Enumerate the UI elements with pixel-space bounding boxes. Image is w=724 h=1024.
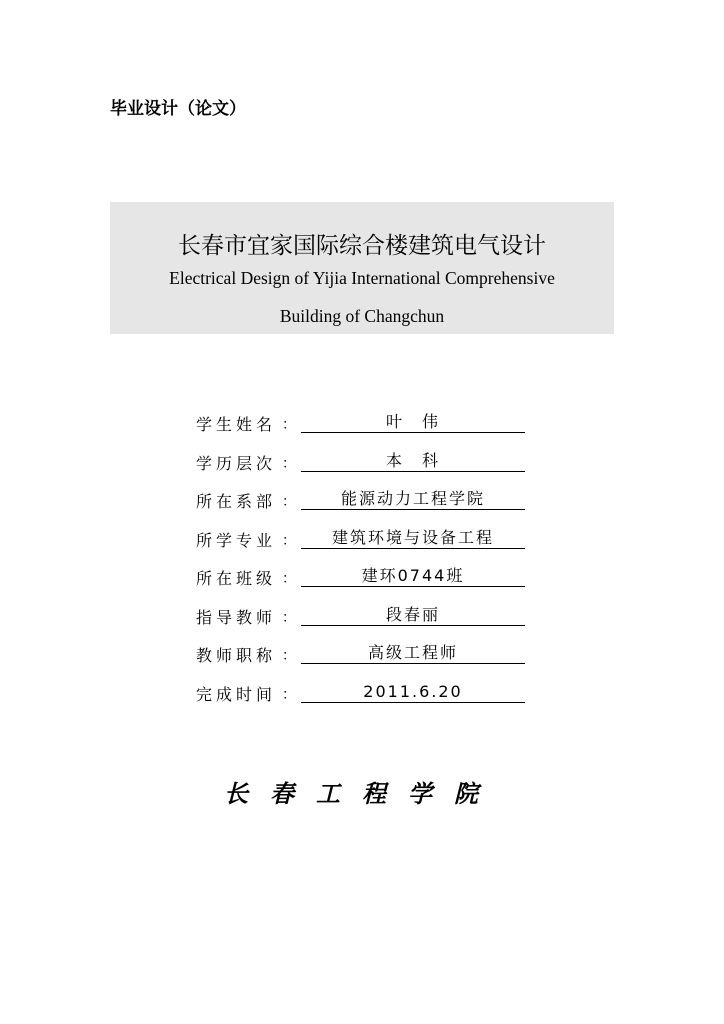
info-label: 学历层次	[196, 453, 277, 473]
info-label: 所在系部	[196, 492, 277, 511]
info-colon: ：	[282, 686, 296, 703]
info-label: 完成时间	[196, 684, 277, 704]
info-value: 建环0744班	[301, 566, 525, 587]
info-row-student-name	[196, 412, 536, 451]
info-value: 高级工程师	[301, 643, 525, 664]
info-colon: ：	[282, 455, 296, 472]
student-info-list	[196, 412, 536, 720]
info-row-class	[196, 566, 536, 605]
info-colon: ：	[282, 648, 296, 664]
info-label: 指导教师	[196, 607, 277, 627]
info-row-supervisor-title	[196, 643, 536, 682]
thesis-title-english-line-1: Electrical Design of Yijia International Comprehensive	[169, 268, 555, 288]
thesis-title-chinese: 长春市宜家国际综合楼建筑电气设计	[178, 233, 546, 259]
info-label: 教师职称	[196, 646, 277, 665]
info-value: 能源动力工程学院	[301, 489, 525, 510]
info-row-education-level	[196, 451, 536, 490]
info-colon: ：	[282, 417, 296, 433]
info-colon: ：	[282, 609, 296, 626]
thesis-title-english-line-2: Building of Changchun	[279, 306, 445, 326]
title-block	[110, 202, 614, 334]
info-label: 所在班级	[196, 569, 277, 588]
document-type-label: 毕业设计（论文）	[110, 99, 246, 119]
institution-name: 长春工程学院	[224, 779, 500, 808]
info-colon: ：	[282, 571, 296, 587]
info-row-major	[196, 528, 536, 567]
info-colon: ：	[282, 532, 296, 549]
info-row-supervisor	[196, 605, 536, 644]
info-label: 学生姓名	[196, 415, 277, 434]
info-value: 2011.6.20	[301, 682, 525, 703]
info-value: 建筑环境与设备工程	[301, 528, 525, 549]
info-row-department	[196, 489, 536, 528]
info-colon: ：	[282, 494, 296, 510]
info-value: 本 科	[301, 451, 525, 472]
info-row-completion-date	[196, 682, 536, 721]
info-label: 所学专业	[196, 530, 277, 550]
info-value: 叶 伟	[301, 412, 525, 433]
info-value: 段春丽	[301, 605, 525, 626]
